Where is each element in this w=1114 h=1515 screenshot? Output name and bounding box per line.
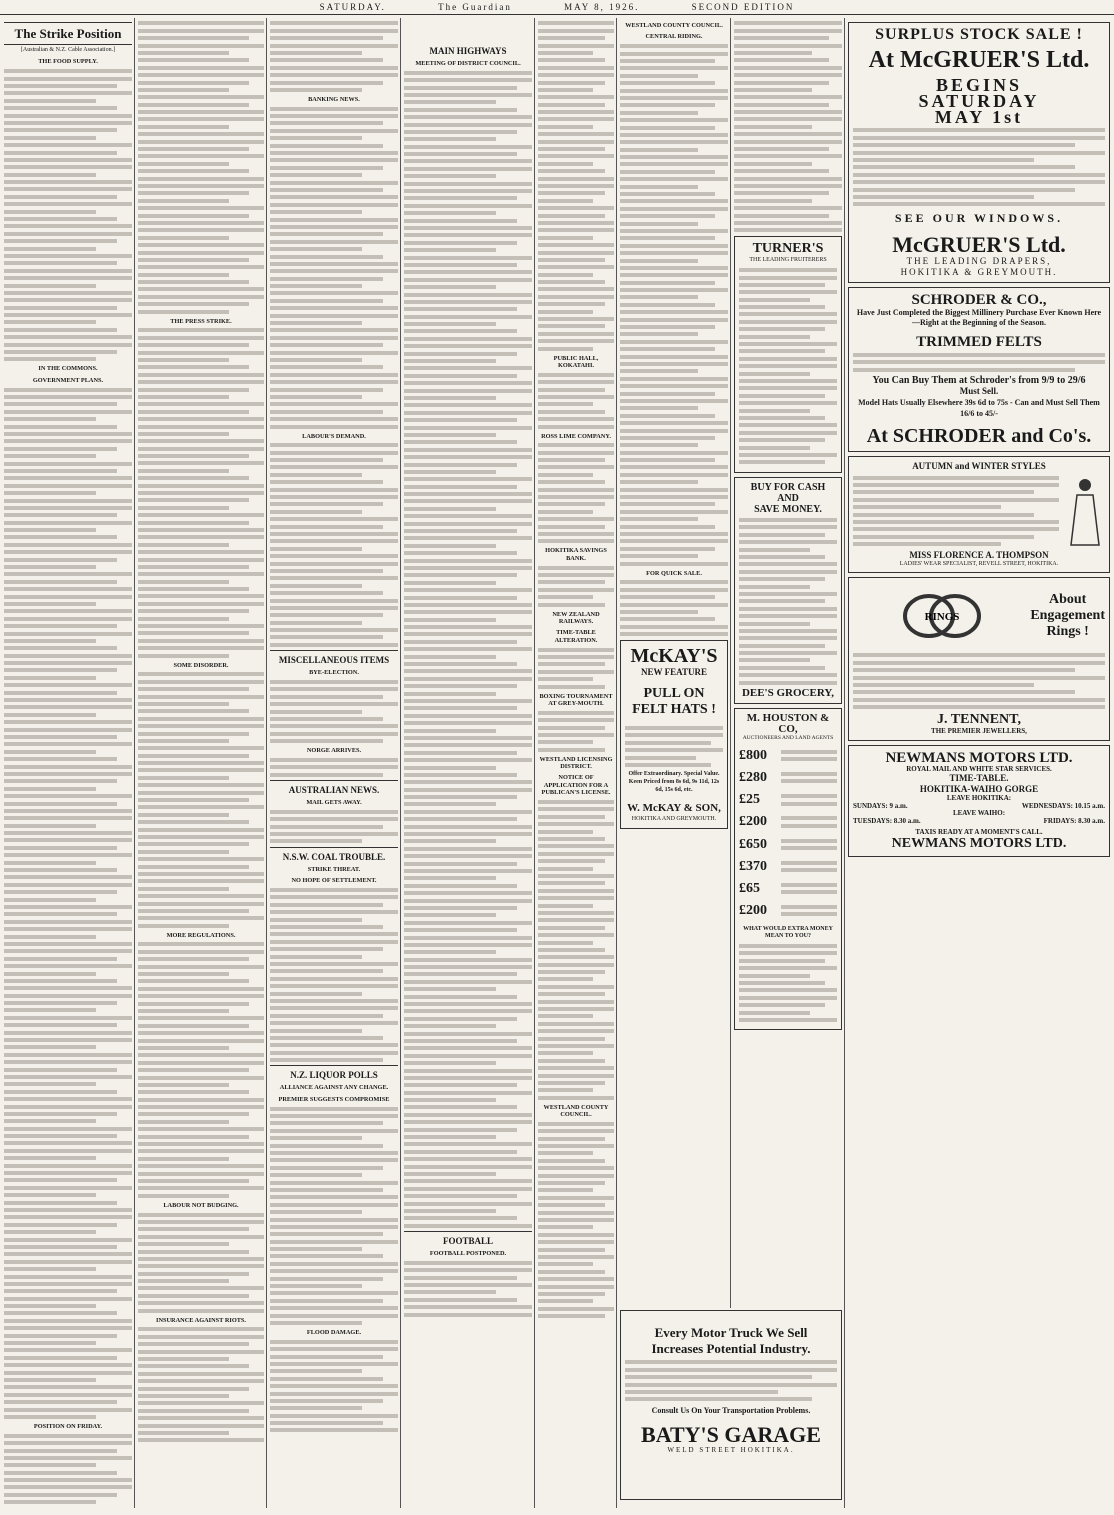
heading-licensing: WESTLAND LICENSING DISTRICT. [539, 755, 613, 771]
heading-commons: IN THE COMMONS. [38, 365, 98, 373]
mckays-ad [620, 640, 728, 829]
heading-football-postponed: FOOTBALL POSTPONED. [429, 1250, 507, 1258]
tuesdays: TUESDAYS: 8.30 a.m. [853, 816, 921, 825]
see-windows: SEE OUR WINDOWS. [894, 210, 1064, 225]
ad-text [538, 373, 614, 429]
turners-ad [734, 236, 842, 472]
article-text [270, 1107, 398, 1325]
waiho-gorge: HOKITIKA-WAIHO GORGE [919, 784, 1039, 795]
engagement-text: Engagement [1030, 607, 1105, 623]
dees-grocery: DEE'S GROCERY, [741, 687, 835, 700]
column-rule [730, 18, 731, 1308]
cable-credit: [Australian & N.Z. Cable Association.] [20, 47, 116, 53]
column-2 [138, 18, 264, 1508]
begins: BEGINS [935, 75, 1023, 95]
article-text [4, 69, 132, 361]
property-price [739, 835, 837, 853]
mckays-name: McKAY'S [630, 645, 718, 668]
turners-name: TURNER'S [752, 241, 824, 257]
ad-text [853, 472, 1059, 549]
heading-football: FOOTBALL [442, 1236, 493, 1247]
taxi-line: TAXIS READY AT A MOMENT'S CALL. [915, 827, 1043, 836]
ad-text [739, 268, 837, 464]
property-price [739, 791, 837, 809]
schroder-price-1: You Can Buy Them at Schroder's from 9/9 to 29/6 [872, 375, 1086, 387]
strike-title: The Strike Position [4, 22, 132, 45]
ad-text [739, 944, 837, 1022]
heading-central-riding: CENTRAL RIDING. [645, 33, 703, 41]
heading-norge-arrives: NORGE ARRIVES. [306, 747, 362, 755]
heading-insurance-riots: INSURANCE AGAINST RIOTS. [156, 1316, 246, 1324]
ad-text [538, 21, 614, 350]
tennent-ad [848, 577, 1110, 741]
ad-text [538, 1122, 614, 1318]
article-text [270, 758, 398, 777]
ad-text [853, 128, 1105, 206]
must-sell: Must Sell. [959, 386, 999, 397]
truck-line-2: Increases Potential Industry. [651, 1341, 811, 1356]
heading-district-council: MEETING OF DISTRICT COUNCIL. [415, 60, 521, 67]
heading-boxing: BOXING TOURNAMENT AT GREY-MOUTH. [539, 692, 613, 707]
ad-text [538, 800, 614, 1100]
heading-food-supply: THE FOOD SUPPLY. [38, 58, 98, 66]
column-7 [734, 18, 842, 1308]
property-price [739, 879, 837, 897]
heading-banking-news: BANKING NEWS. [308, 95, 360, 103]
property-price [739, 857, 837, 875]
masthead-date: MAY 8, 1926. [564, 2, 640, 12]
price-value: £280 [739, 770, 767, 785]
newmans-name-2: NEWMANS MOTORS LTD. [891, 836, 1067, 852]
wmckay-location: HOKITIKA AND GREYMOUTH. [631, 816, 717, 823]
price-value: £200 [739, 903, 767, 919]
article-text [138, 1327, 264, 1442]
masthead-edition: SECOND EDITION [691, 2, 795, 12]
column-4 [404, 18, 532, 1508]
article-text [270, 1340, 398, 1433]
masthead-paper: The Guardian [438, 2, 512, 12]
price-value: £65 [739, 880, 760, 896]
leave-hokitika: LEAVE HOKITIKA: [946, 794, 1012, 803]
houston-name: M. HOUSTON & CO, [746, 712, 830, 736]
article-text [270, 21, 398, 92]
drapers-location: HOKITIKA & GREYMOUTH. [900, 266, 1058, 277]
article-text [138, 1213, 264, 1313]
newmans-name: NEWMANS MOTORS LTD. [885, 749, 1073, 766]
ad-text [538, 566, 614, 607]
heading-public-hall: PUBLIC HALL, KOKATAHI. [553, 354, 599, 369]
ad-text [734, 21, 842, 232]
masthead [0, 0, 1114, 15]
buy-cash: BUY FOR CASH AND [750, 481, 826, 504]
column-rule [400, 18, 401, 1508]
save-money: SAVE MONEY. [754, 503, 822, 515]
heading-press-strike: THE PRESS STRIKE. [170, 317, 232, 325]
schroder-sub: Have Just Completed the Biggest Millinery Purchase Ever Known Here—Right at the Beginning of the Season. [856, 307, 1102, 327]
heading-position-friday: POSITION ON FRIDAY. [33, 1422, 103, 1430]
heading-liquor-polls: N.Z. LIQUOR POLLS [290, 1070, 378, 1081]
rings-icon [897, 586, 987, 646]
column-1 [4, 18, 132, 1508]
heading-no-hope: NO HOPE OF SETTLEMENT. [291, 877, 377, 885]
mcgruers-name: McGRUER'S Ltd. [892, 231, 1066, 257]
ad-text [620, 580, 728, 636]
column-rule [534, 18, 535, 1508]
heading-premier-suggests: PREMIER SUGGESTS COMPROMISE [278, 1095, 390, 1103]
ad-text [538, 443, 614, 543]
rings-label: RINGS [924, 610, 960, 623]
price-value: £200 [739, 814, 767, 830]
heading-quick-sale: FOR QUICK SALE. [646, 569, 702, 577]
thompson-sub: LADIES' WEAR SPECIALIST, REVELL STREET, HOKITIKA. [899, 560, 1059, 567]
at-schroders: At SCHRODER and Co's. [866, 425, 1092, 448]
schroder-name: SCHRODER & CO., [911, 291, 1047, 308]
heading-some-disorder: SOME DISORDER. [173, 661, 229, 669]
ad-text [538, 648, 614, 689]
column-5 [538, 18, 614, 1508]
batys-location: WELD STREET HOKITIKA. [667, 1445, 795, 1454]
batys-name: BATY'S GARAGE [641, 1421, 821, 1447]
wmckay-name: W. McKAY & SON, [627, 802, 721, 815]
heading-more-regulations: MORE REGULATIONS. [166, 931, 236, 939]
schroder-price-2: Model Hats Usually Elsewhere 39s 6d to 75s - Can and Must Sell Them 16/6 to 45/- [858, 398, 1100, 419]
extra-money: WHAT WOULD EXTRA MONEY MEAN TO YOU? [743, 925, 833, 940]
property-price [739, 746, 837, 764]
column-6 [620, 18, 728, 1508]
column-3 [270, 18, 398, 1508]
article-text [138, 328, 264, 657]
article-text [270, 443, 398, 647]
heading-savings-bank: HOKITIKA SAVINGS BANK. [545, 547, 607, 562]
autumn-winter: AUTUMN and WINTER STYLES [912, 461, 1046, 472]
schroder-ad [848, 287, 1110, 453]
column-8 [848, 18, 1110, 1508]
heading-bye-election: BYE-ELECTION. [309, 669, 359, 677]
sundays: SUNDAYS: 9 a.m. [853, 801, 908, 810]
may-1st: MAY 1st [934, 107, 1024, 127]
heading-strike-threat: STRIKE THREAT. [307, 865, 361, 873]
heading-ross-lime: ROSS LIME COMPANY. [541, 432, 611, 440]
masthead-day: SATURDAY. [319, 2, 386, 12]
newmans-sub: ROYAL MAIL AND WHITE STAR SERVICES. [906, 764, 1052, 773]
article-text [4, 1434, 132, 1508]
pull-on-hats: PULL ON FELT HATS ! [632, 686, 716, 718]
at-mcgruers: At McGRUER'S Ltd. [868, 47, 1090, 73]
column-rule [134, 18, 135, 1508]
heading-flood-damage: FLOOD DAMAGE. [306, 1328, 362, 1336]
heading-main-highways: MAIN HIGHWAYS [429, 46, 507, 56]
tennent-name: J. TENNENT, [937, 712, 1021, 728]
saturday: SATURDAY [918, 91, 1040, 111]
property-price [739, 813, 837, 831]
heading-govt-plans: GOVERNMENT PLANS. [32, 376, 104, 384]
heading-labour-not-budging: LABOUR NOT BUDGING. [163, 1201, 239, 1209]
heading-misc-items: MISCELLANEOUS ITEMS [278, 655, 390, 666]
ad-text [625, 726, 723, 767]
dees-ad [734, 477, 842, 704]
price-value: £25 [739, 792, 760, 808]
heading-county-council: WESTLAND COUNTY COUNCIL. [543, 1103, 609, 1119]
heading-labours-demand: LABOUR'S DEMAND. [302, 432, 366, 440]
leave-waiho: LEAVE WAIHO: [952, 809, 1006, 818]
mcgruers-sale-ad [848, 22, 1110, 283]
price-value: £650 [739, 836, 767, 852]
trimmed-felts: TRIMMED FELTS [916, 333, 1042, 350]
offer-text: Offer Extraordinary. Special Value. [628, 771, 720, 778]
about-text: About [1048, 591, 1087, 607]
article-text [270, 810, 398, 844]
thompson-name: MISS FLORENCE A. THOMPSON [909, 549, 1049, 560]
leading-drapers: THE LEADING DRAPERS, [906, 255, 1052, 266]
ad-text [739, 518, 837, 685]
wednesdays: WEDNESDAYS: 10.15 a.m. [1021, 801, 1105, 810]
article-text [404, 71, 532, 1228]
new-feature: NEW FEATURE [641, 667, 707, 678]
consult-line: Consult Us On Your Transportation Problems. [651, 1405, 811, 1415]
heading-nsw-coal: N.S.W. COAL TROUBLE. [282, 851, 386, 862]
column-rule [844, 18, 845, 1508]
price-text: Keen Priced from 8s 6d, 9s 11d, 12s 6d, 15s 6d, etc. [628, 779, 720, 794]
heading-time-table: TIME-TABLE ALTERATION. [554, 629, 598, 644]
heading-westland-council: WESTLAND COUNTY COUNCIL. [625, 22, 723, 29]
ad-text [538, 711, 614, 752]
price-value: £370 [739, 858, 767, 874]
article-text [270, 107, 398, 429]
rings-text: Rings ! [1046, 623, 1089, 639]
property-prices [739, 746, 837, 919]
article-text [270, 680, 398, 743]
tennent-sub: THE PREMIER JEWELLERS, [931, 727, 1027, 736]
ad-text [853, 653, 1105, 709]
fashion-figure-icon [1065, 475, 1105, 547]
heading-mail-gets-away: MAIL GETS AWAY. [306, 799, 362, 807]
heading-australian-news: AUSTRALIAN NEWS. [288, 785, 380, 796]
article-text [138, 672, 264, 927]
price-value: £800 [739, 747, 767, 763]
article-text [138, 21, 264, 313]
houston-ad [734, 708, 842, 1030]
column-rule [266, 18, 267, 1508]
article-text [138, 942, 264, 1197]
fridays: FRIDAYS: 8.30 a.m. [1043, 816, 1105, 825]
newmans-ad [848, 745, 1110, 857]
turners-sub: THE LEADING FRUITERERS [749, 257, 827, 264]
article-text [270, 888, 398, 1062]
property-price [739, 769, 837, 787]
heading-publican-license: NOTICE OF APPLICATION FOR A PUBLICAN'S LICENSE. [541, 774, 611, 797]
batys-garage-ad [620, 1310, 842, 1500]
ad-text [853, 353, 1105, 372]
heading-nz-railways: NEW ZEALAND RAILWAYS. [552, 610, 600, 625]
heading-alliance: ALLIANCE AGAINST ANY CHANGE. [279, 1084, 389, 1092]
houston-sub: AUCTIONEERS AND LAND AGENTS [742, 735, 834, 742]
column-rule [616, 18, 617, 1508]
timetable: TIME-TABLE. [949, 773, 1009, 784]
ad-text [625, 1360, 837, 1401]
property-price [739, 902, 837, 920]
ad-text [620, 44, 728, 565]
truck-line-1: Every Motor Truck We Sell [654, 1325, 808, 1340]
article-text [404, 1261, 532, 1317]
article-text [4, 388, 132, 1419]
surplus-sale: SURPLUS STOCK SALE ! [875, 26, 1083, 43]
thompson-ad [848, 456, 1110, 573]
